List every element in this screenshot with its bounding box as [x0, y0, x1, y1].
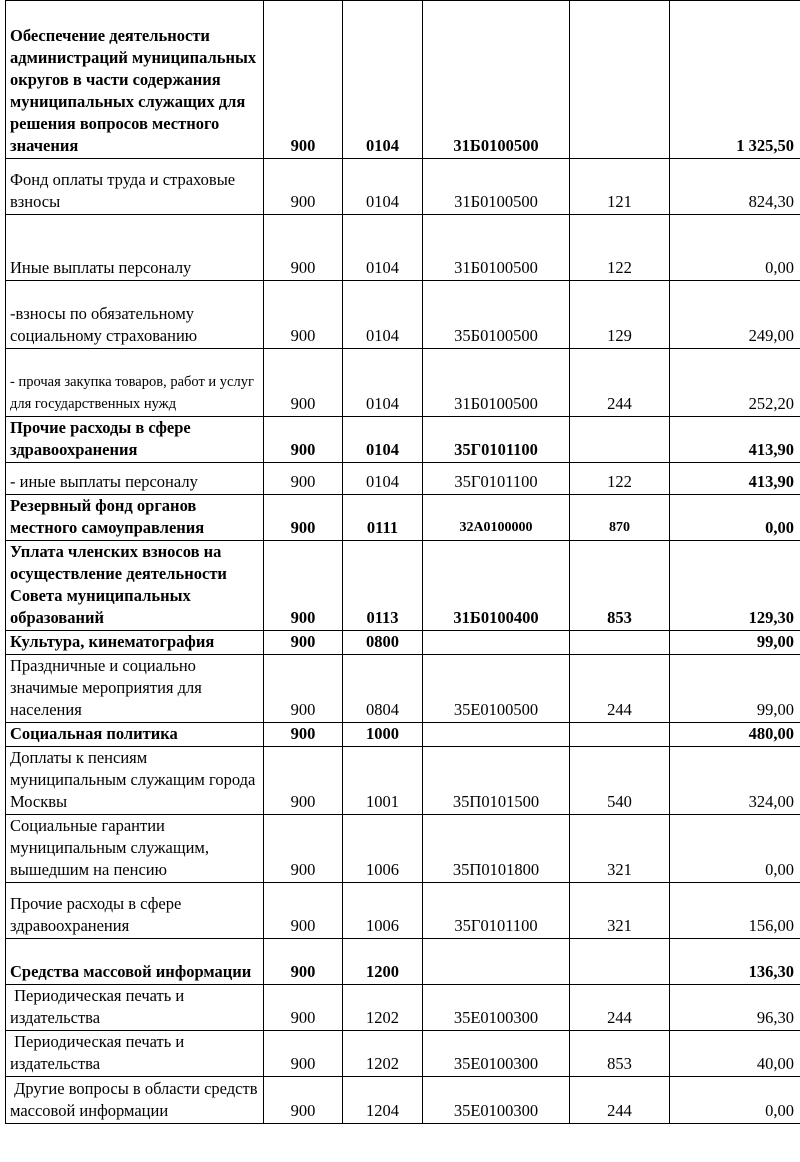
row-amount: 0,00	[670, 495, 800, 541]
row-amount: 136,30	[670, 939, 800, 985]
row-name: Другие вопросы в области средств массовой информации	[6, 1077, 264, 1124]
row-grbs: 900	[264, 1, 343, 159]
row-vr	[570, 723, 670, 747]
table-row	[6, 215, 800, 281]
row-section: 0104	[343, 215, 423, 281]
row-vr: 853	[570, 541, 670, 631]
table-row	[6, 939, 800, 985]
row-amount: 824,30	[670, 159, 800, 215]
table-row	[6, 1031, 800, 1077]
row-section: 1204	[343, 1077, 423, 1124]
row-grbs: 900	[264, 939, 343, 985]
row-grbs: 900	[264, 159, 343, 215]
row-csr: 31Б0100400	[423, 541, 570, 631]
row-csr: 35Г0101100	[423, 463, 570, 495]
row-name: Периодическая печать и издательства	[6, 1031, 264, 1077]
row-grbs: 900	[264, 723, 343, 747]
row-grbs: 900	[264, 747, 343, 815]
row-section: 1006	[343, 883, 423, 939]
row-name: Праздничные и социально значимые мероприятия для населения	[6, 655, 264, 723]
row-amount: 0,00	[670, 815, 800, 883]
row-section: 1200	[343, 939, 423, 985]
row-section: 1001	[343, 747, 423, 815]
row-name: Средства массовой информации	[6, 939, 264, 985]
row-name: Периодическая печать и издательства	[6, 985, 264, 1031]
row-csr	[423, 631, 570, 655]
row-section: 0113	[343, 541, 423, 631]
budget-table	[5, 0, 800, 1124]
row-grbs: 900	[264, 281, 343, 349]
row-vr: 244	[570, 985, 670, 1031]
row-csr: 35П0101800	[423, 815, 570, 883]
row-name: Доплаты к пенсиям муниципальным служащим города Москвы	[6, 747, 264, 815]
row-grbs: 900	[264, 883, 343, 939]
row-amount: 156,00	[670, 883, 800, 939]
row-section: 0104	[343, 463, 423, 495]
row-grbs: 900	[264, 541, 343, 631]
row-vr	[570, 631, 670, 655]
row-name: Иные выплаты персоналу	[6, 215, 264, 281]
row-csr: 31Б0100500	[423, 215, 570, 281]
row-vr: 244	[570, 655, 670, 723]
row-vr: 244	[570, 1077, 670, 1124]
row-vr: 540	[570, 747, 670, 815]
row-section: 0104	[343, 349, 423, 417]
row-vr: 870	[570, 495, 670, 541]
row-csr: 35П0101500	[423, 747, 570, 815]
row-vr: 321	[570, 815, 670, 883]
row-amount: 413,90	[670, 463, 800, 495]
row-csr: 35Г0101100	[423, 417, 570, 463]
row-grbs: 900	[264, 349, 343, 417]
table-row	[6, 1, 800, 159]
row-section: 0104	[343, 1, 423, 159]
row-section: 0800	[343, 631, 423, 655]
row-name: - прочая закупка товаров, работ и услуг для государственных нужд	[6, 349, 264, 417]
row-name: Резервный фонд органов местного самоуправления	[6, 495, 264, 541]
row-section: 0104	[343, 281, 423, 349]
row-amount: 480,00	[670, 723, 800, 747]
row-vr: 122	[570, 215, 670, 281]
row-section: 0111	[343, 495, 423, 541]
row-csr: 35Г0101100	[423, 883, 570, 939]
row-section: 0804	[343, 655, 423, 723]
table-row	[6, 417, 800, 463]
row-csr: 31Б0100500	[423, 159, 570, 215]
row-name: Культура, кинематография	[6, 631, 264, 655]
row-grbs: 900	[264, 655, 343, 723]
table-row	[6, 985, 800, 1031]
row-csr	[423, 723, 570, 747]
row-name: Прочие расходы в сфере здравоохранения	[6, 883, 264, 939]
row-vr	[570, 417, 670, 463]
row-amount: 413,90	[670, 417, 800, 463]
row-name: - иные выплаты персоналу	[6, 463, 264, 495]
row-amount: 96,30	[670, 985, 800, 1031]
row-vr: 129	[570, 281, 670, 349]
table-row	[6, 159, 800, 215]
row-vr: 122	[570, 463, 670, 495]
row-csr: 31Б0100500	[423, 1, 570, 159]
row-amount: 1 325,50	[670, 1, 800, 159]
row-csr: 35Е0100300	[423, 1077, 570, 1124]
row-name: Обеспечение деятельности администраций муниципальных округов в части содержания муниципальных служащих для решения вопросов местного значения	[6, 1, 264, 159]
row-grbs: 900	[264, 215, 343, 281]
row-section: 1006	[343, 815, 423, 883]
row-vr: 853	[570, 1031, 670, 1077]
row-vr	[570, 939, 670, 985]
row-vr	[570, 1, 670, 159]
row-amount: 324,00	[670, 747, 800, 815]
row-csr	[423, 939, 570, 985]
table-row	[6, 815, 800, 883]
row-amount: 99,00	[670, 655, 800, 723]
row-name: Уплата членских взносов на осуществление деятельности Совета муниципальных образований	[6, 541, 264, 631]
row-grbs: 900	[264, 631, 343, 655]
table-row	[6, 723, 800, 747]
row-grbs: 900	[264, 815, 343, 883]
row-amount: 129,30	[670, 541, 800, 631]
row-grbs: 900	[264, 1031, 343, 1077]
row-name: Социальные гарантии муниципальным служащим, вышедшим на пенсию	[6, 815, 264, 883]
row-csr: 35Е0100300	[423, 985, 570, 1031]
table-row	[6, 747, 800, 815]
row-section: 1000	[343, 723, 423, 747]
table-row	[6, 541, 800, 631]
row-csr: 32А0100000	[423, 495, 570, 541]
row-section: 0104	[343, 159, 423, 215]
table-row	[6, 883, 800, 939]
row-grbs: 900	[264, 417, 343, 463]
row-name: -взносы по обязательному социальному страхованию	[6, 281, 264, 349]
row-grbs: 900	[264, 985, 343, 1031]
table-row	[6, 463, 800, 495]
table-row	[6, 1077, 800, 1124]
table-row	[6, 631, 800, 655]
row-name: Социальная политика	[6, 723, 264, 747]
row-section: 0104	[343, 417, 423, 463]
row-amount: 0,00	[670, 1077, 800, 1124]
table-row	[6, 655, 800, 723]
row-csr: 35Е0100300	[423, 1031, 570, 1077]
row-amount: 0,00	[670, 215, 800, 281]
row-csr: 35Б0100500	[423, 281, 570, 349]
row-amount: 249,00	[670, 281, 800, 349]
row-grbs: 900	[264, 463, 343, 495]
row-amount: 252,20	[670, 349, 800, 417]
row-section: 1202	[343, 1031, 423, 1077]
row-amount: 40,00	[670, 1031, 800, 1077]
row-section: 1202	[343, 985, 423, 1031]
row-vr: 121	[570, 159, 670, 215]
row-name: Фонд оплаты труда и страховые взносы	[6, 159, 264, 215]
table-row	[6, 281, 800, 349]
row-name: Прочие расходы в сфере здравоохранения	[6, 417, 264, 463]
row-csr: 31Б0100500	[423, 349, 570, 417]
row-grbs: 900	[264, 1077, 343, 1124]
row-vr: 244	[570, 349, 670, 417]
row-csr: 35Е0100500	[423, 655, 570, 723]
row-amount: 99,00	[670, 631, 800, 655]
table-row	[6, 495, 800, 541]
table-row	[6, 349, 800, 417]
row-grbs: 900	[264, 495, 343, 541]
row-vr: 321	[570, 883, 670, 939]
